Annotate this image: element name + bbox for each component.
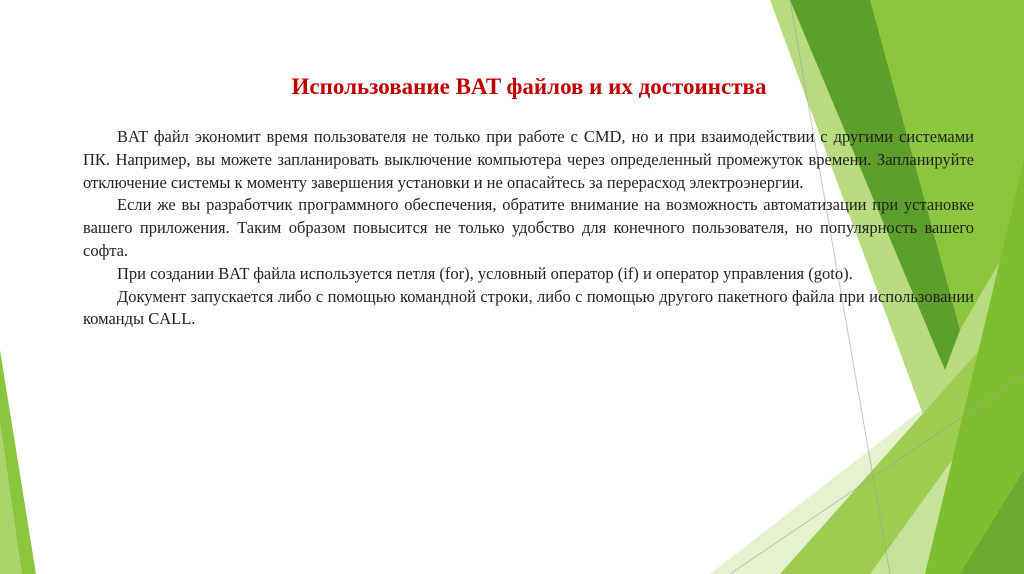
slide-body (83, 126, 974, 331)
paragraph-bat-operators: При создании BAT файла используется петля (for), условный оператор (if) и оператор управления (goto). (117, 263, 853, 283)
paragraph-document-launch: Документ запускается либо с помощью командной строки, либо с помощью другого пакетного файла при использовании команды CALL. (83, 286, 974, 329)
paragraph-developer-automation: Если же вы разработчик программного обеспечения, обратите внимание на возможность автоматизации при установке вашего приложения. Таким образом повысится не только удобство для конечного пользователя, но популярность вашего софта. (83, 195, 974, 260)
slide-title: Использование BAT файлов и их достоинства (291, 74, 767, 99)
paragraph-bat-time-saving: BAT файл экономит время пользователя не только при работе с CMD, но и при взаимодействии с другими системами ПК. Например, вы можете запланировать выключение компьютера через определенный промежуток времени. Запланируйте отключение системы к моменту завершения установки и не опасайтесь за перерасход электроэнергии. (83, 127, 974, 192)
